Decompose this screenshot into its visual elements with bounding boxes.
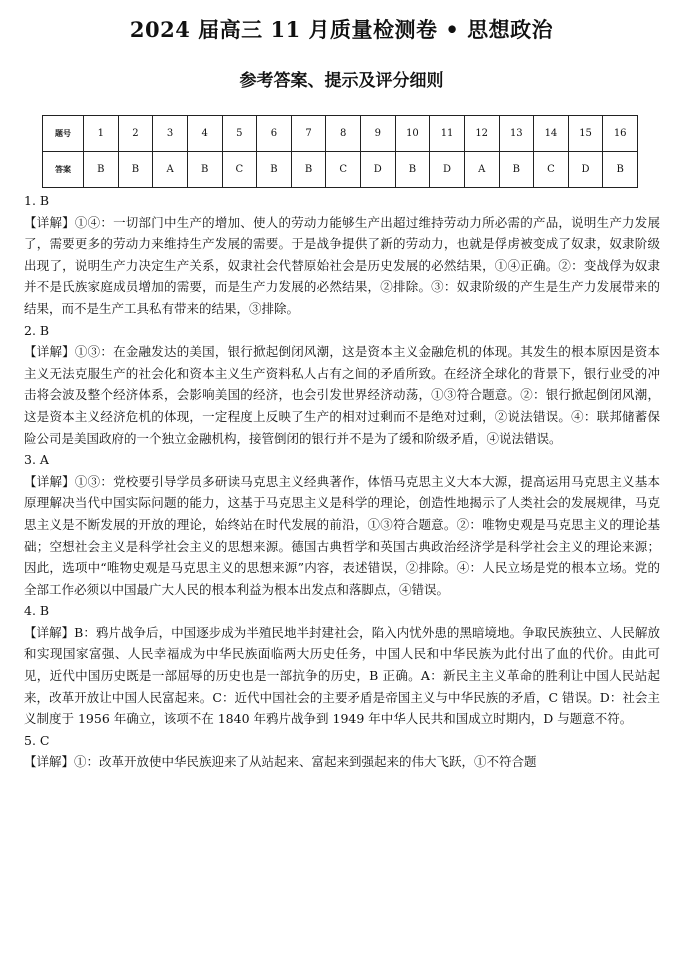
- question-number-cell: 6: [257, 116, 292, 152]
- answer-cell: B: [395, 152, 430, 188]
- question-number-row: [43, 116, 638, 152]
- answer-cell: B: [84, 152, 119, 188]
- explanation-paragraph: 【详解】B：鸦片战争后，中国逐步成为半殖民地半封建社会，陷入内忧外患的黑暗境地。争取民族独立、人民解放和实现国家富强、人民幸福成为中华民族面临两大历史任务，中国人民和中华民族为此付出了血的代价。由此可见，近代中国历史既是一部屈辱的历史也是一部抗争的历史，B 正确。A：新民主主义革命的胜利让中国人民站起来，改革开放让中国人民富起来。C：近代中国社会的主要矛盾是帝国主义与中华民族的矛盾，C 错误。D：社会主义制度于 1956 年确立，该项不在 1840 年鸦片战争到 1949 年中华人民共和国成立时期内，D 与题意不符。: [24, 624, 660, 727]
- question-number-cell: 4: [187, 116, 222, 152]
- explanation-paragraph: 【详解】①③：党校要引导学员多研读马克思主义经典著作，体悟马克思主义大本大源，提高运用马克思主义基本原理解决当代中国实际问题的能力，这基于马克思主义是科学的理论，创造性地揭示了人类社会的发展规律，马克思主义是不断发展的开放的理论，始终站在时代发展的前沿，①③符合题意。②：唯物史观是马克思主义的理论基础；空想社会主义是科学社会主义的思想来源。德国古典哲学和英国古典政治经济学是科学社会主义的理论来源；因此，选项中“唯物史观是马克思主义的思想来源”内容，表述错误，②排除。④：人民立场是党的根本立场。党的全部工作必须以中国最广大人民的根本利益为根本出发点和落脚点，④错误。: [24, 473, 660, 597]
- answer-table: [42, 115, 638, 188]
- row-label-answer: 答案: [43, 152, 84, 188]
- answer-cell: D: [361, 152, 396, 188]
- question-number-cell: 7: [291, 116, 326, 152]
- question-number-cell: 11: [430, 116, 465, 152]
- question-number-cell: 10: [395, 116, 430, 152]
- explanation-paragraph: 【详解】①③：在金融发达的美国，银行掀起倒闭风潮，这是资本主义金融危机的体现。其发生的根本原因是资本主义无法克服生产的社会化和资本主义生产资料私人占有之间的矛盾所致。在经济全球化的背景下，银行业受的冲击将会波及整个经济体系，会影响美国的经济，也会引发世界经济动荡，①③符合题意。②：银行掀起倒闭风潮，这是资本主义经济危机的体现，一定程度上反映了生产的相对过剩而不是绝对过剩，②说法错误。④：联邦储蓄保险公司是美国政府的一个独立金融机构，接管倒闭的银行并不是为了缓和阶级矛盾，④说法错误。: [24, 344, 660, 446]
- answer-cell: B: [187, 152, 222, 188]
- question-number-cell: 13: [499, 116, 534, 152]
- answer-cell: A: [153, 152, 188, 188]
- answer-cell: A: [464, 152, 499, 188]
- row-label-question-number: 题号: [43, 116, 84, 152]
- explanations: [24, 190, 660, 773]
- question-number-cell: 2: [118, 116, 153, 152]
- question-number-cell: 12: [464, 116, 499, 152]
- question-number-cell: 15: [568, 116, 603, 152]
- answer-cell: C: [222, 152, 257, 188]
- answer-cell: B: [118, 152, 153, 188]
- answer-cell: B: [499, 152, 534, 188]
- answer-cell: B: [603, 152, 638, 188]
- answer-cell: C: [326, 152, 361, 188]
- answer-cell: D: [430, 152, 465, 188]
- question-number-cell: 1: [84, 116, 119, 152]
- question-number: 2. B: [24, 322, 50, 338]
- question-number-cell: 8: [326, 116, 361, 152]
- answer-cell: C: [534, 152, 569, 188]
- page-title: 2024 届高三 11 月质量检测卷 • 思想政治: [129, 17, 554, 42]
- explanation-paragraph: 【详解】①：改革开放使中华民族迎来了从站起来、富起来到强起来的伟大飞跃，①不符合题: [24, 754, 537, 770]
- question-number: 5. C: [24, 732, 50, 748]
- answer-cell: B: [291, 152, 326, 188]
- question-number-cell: 3: [153, 116, 188, 152]
- answer-cell: D: [568, 152, 603, 188]
- question-number-cell: 16: [603, 116, 638, 152]
- question-number: 3. A: [24, 452, 49, 468]
- question-number: 4. B: [24, 603, 50, 619]
- question-number-cell: 5: [222, 116, 257, 152]
- question-number-cell: 14: [534, 116, 569, 152]
- answer-cell: B: [257, 152, 292, 188]
- question-number: 1. B: [24, 193, 50, 208]
- explanation-paragraph: 【详解】①④：一切部门中生产的增加、使人的劳动力能够生产出超过维持劳动力所必需的产品，说明生产力发展了，需要更多的劳动力来维持生产发展的需要。于是战争提供了新的劳动力，也就是俘虏被变成了奴隶，奴隶阶级出现了，说明生产力决定生产关系，奴隶社会代替原始社会是历史发展的必然结果，①④正确。②：变战俘为奴隶并不是氏族家庭成员增加的需要，而是生产力发展的必然结果，②排除。③：奴隶阶级的产生是生产力发展带来的结果，而不是生产工具私有带来的结果，③排除。: [24, 214, 660, 316]
- answer-row: [43, 152, 638, 188]
- page-subtitle: 参考答案、提示及评分细则: [239, 71, 444, 91]
- question-number-cell: 9: [361, 116, 396, 152]
